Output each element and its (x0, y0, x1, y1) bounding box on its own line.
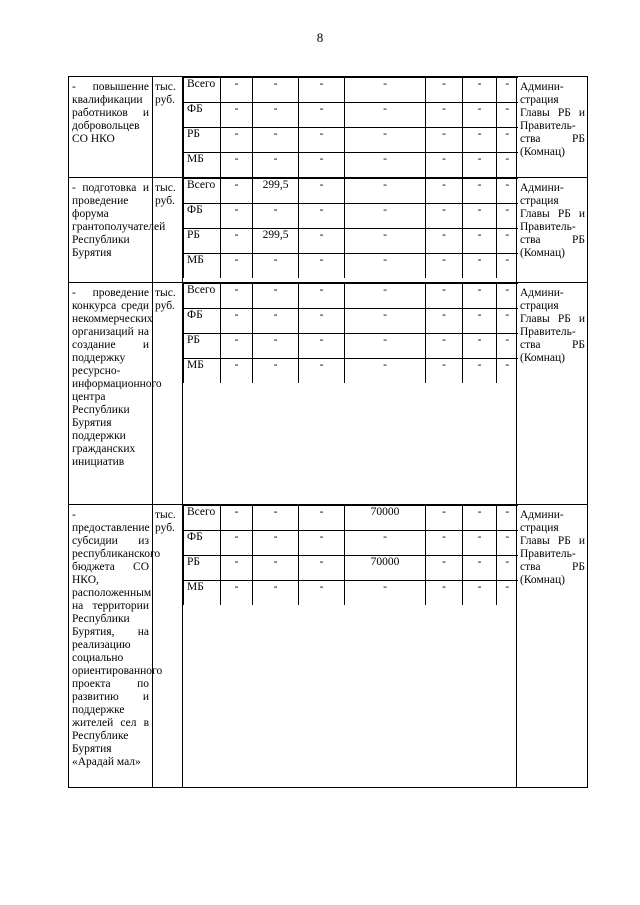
funding-level-label: МБ (184, 581, 221, 606)
funding-value: - (299, 153, 345, 178)
funding-value: - (497, 359, 518, 384)
executor-line: (Комнац) (520, 146, 565, 158)
funding-value: - (299, 78, 345, 103)
funding-value: - (253, 78, 299, 103)
funding-value: - (221, 153, 253, 178)
unit-cell: тыс. руб. (153, 283, 183, 505)
funding-value: - (221, 309, 253, 334)
funding-level-row (184, 204, 518, 229)
funding-value: - (497, 229, 518, 254)
funding-value: - (221, 334, 253, 359)
funding-level-row (184, 506, 518, 531)
executor-cell (517, 77, 588, 178)
activity-name: - повышение квалификации работников и добровольцев СО НКО (69, 77, 153, 178)
funding-value: - (497, 581, 518, 606)
funding-value: - (463, 153, 497, 178)
executor-cell (517, 178, 588, 283)
funding-value: - (426, 229, 463, 254)
funding-level-label: МБ (184, 254, 221, 279)
activity-name: - проведение конкурса среди некоммерческих организаций на создание и поддержку ресурсно-информационного центра Республики Бурятия поддержки гражданских инициатив (69, 283, 153, 505)
funding-value: - (463, 179, 497, 204)
funding-level-row (184, 153, 518, 178)
funding-value: - (299, 531, 345, 556)
funding-value: - (497, 78, 518, 103)
funding-value: - (299, 128, 345, 153)
funding-value: - (299, 284, 345, 309)
funding-value: - (426, 204, 463, 229)
unit-cell: тыс. руб. (153, 505, 183, 788)
funding-value: - (299, 334, 345, 359)
funding-value: - (299, 204, 345, 229)
funding-value: - (497, 128, 518, 153)
funding-value: - (299, 556, 345, 581)
funding-value: - (497, 254, 518, 279)
funding-value: - (299, 229, 345, 254)
funding-level-label: РБ (184, 556, 221, 581)
funding-level-row (184, 309, 518, 334)
funding-value: - (497, 179, 518, 204)
executor-line: Админи- (520, 287, 564, 299)
funding-value: - (221, 284, 253, 309)
funding-value: - (463, 531, 497, 556)
funding-level-label: ФБ (184, 309, 221, 334)
funding-level-label: ФБ (184, 531, 221, 556)
funding-value: - (426, 254, 463, 279)
executor-line: Админи- (520, 509, 564, 521)
executor-line: страция (520, 195, 559, 207)
funding-value: - (345, 153, 426, 178)
funding-value: 70000 (345, 556, 426, 581)
funding-value: - (299, 581, 345, 606)
funding-level-label: ФБ (184, 204, 221, 229)
funding-level-label: Всего (184, 78, 221, 103)
funding-value: - (497, 556, 518, 581)
funding-value: - (221, 531, 253, 556)
funding-value: - (463, 78, 497, 103)
funding-value: - (345, 359, 426, 384)
executor-line: (Комнац) (520, 352, 565, 364)
executor-line: (Комнац) (520, 247, 565, 259)
funding-value: - (299, 309, 345, 334)
funding-value: - (497, 204, 518, 229)
funding-value: - (221, 506, 253, 531)
funding-value: - (221, 204, 253, 229)
funding-value: - (426, 531, 463, 556)
table-row (69, 178, 588, 283)
funding-value: - (253, 359, 299, 384)
funding-level-row (184, 128, 518, 153)
executor-line: Главы РБ и (520, 107, 585, 119)
activity-name: - подготовка и проведение форума грантополучателей Республики Бурятия (69, 178, 153, 283)
table-row (69, 283, 588, 505)
funding-level-label: ФБ (184, 103, 221, 128)
funding-value: - (463, 254, 497, 279)
funding-value: - (221, 254, 253, 279)
funding-value: - (221, 229, 253, 254)
unit-cell: тыс. руб. (153, 178, 183, 283)
funding-value: - (497, 506, 518, 531)
funding-level-row (184, 334, 518, 359)
funding-value: - (299, 506, 345, 531)
funding-value: - (253, 581, 299, 606)
funding-grid (183, 505, 517, 788)
funding-value: - (497, 334, 518, 359)
funding-level-row (184, 229, 518, 254)
funding-value: - (497, 309, 518, 334)
funding-value: - (426, 359, 463, 384)
executor-line: ства РБ (520, 234, 585, 246)
funding-value: - (299, 254, 345, 279)
funding-value: - (426, 103, 463, 128)
executor-line: Главы РБ и (520, 208, 585, 220)
funding-level-label: Всего (184, 506, 221, 531)
funding-value: - (463, 309, 497, 334)
budget-table (68, 76, 588, 788)
funding-value: - (497, 103, 518, 128)
funding-value: - (221, 556, 253, 581)
funding-value: - (253, 153, 299, 178)
funding-grid (183, 178, 517, 283)
funding-value: - (253, 556, 299, 581)
funding-value: - (426, 556, 463, 581)
funding-value: - (497, 531, 518, 556)
funding-value: - (253, 128, 299, 153)
funding-value: - (253, 309, 299, 334)
funding-value: - (253, 254, 299, 279)
funding-value: - (345, 531, 426, 556)
funding-value: - (426, 506, 463, 531)
funding-value: - (345, 78, 426, 103)
executor-line: Главы РБ и (520, 535, 585, 547)
funding-value: - (463, 229, 497, 254)
funding-value: 70000 (345, 506, 426, 531)
executor-line: страция (520, 522, 559, 534)
funding-level-row (184, 78, 518, 103)
funding-value: - (426, 78, 463, 103)
unit-cell: тыс. руб. (153, 77, 183, 178)
funding-value: - (463, 359, 497, 384)
funding-value: - (253, 103, 299, 128)
funding-value: - (426, 309, 463, 334)
funding-value: - (345, 204, 426, 229)
executor-line: Админи- (520, 182, 564, 194)
executor-line: Правитель- (520, 221, 576, 233)
funding-value: - (426, 128, 463, 153)
funding-value: - (345, 229, 426, 254)
funding-value: - (299, 359, 345, 384)
funding-value: - (463, 581, 497, 606)
funding-grid (183, 283, 517, 505)
funding-value: - (497, 153, 518, 178)
executor-line: страция (520, 94, 559, 106)
funding-value: - (426, 179, 463, 204)
funding-value: - (221, 359, 253, 384)
funding-level-label: МБ (184, 153, 221, 178)
activity-name: - предоставление субсидии из республиканского бюджета СО НКО, расположенным на территории Республики Бурятия, на реализацию социально ориентированного проекта по развитию и поддержке жителей сел в Республике Бурятия «Арадай мал» (69, 505, 153, 788)
funding-level-row (184, 103, 518, 128)
funding-value: - (253, 531, 299, 556)
funding-value: - (253, 204, 299, 229)
funding-value: 299,5 (253, 179, 299, 204)
funding-value: - (299, 179, 345, 204)
funding-value: - (345, 334, 426, 359)
funding-level-row (184, 284, 518, 309)
executor-line: ства РБ (520, 133, 585, 145)
executor-line: (Комнац) (520, 574, 565, 586)
executor-line: Правитель- (520, 548, 576, 560)
funding-level-row (184, 254, 518, 279)
funding-value: - (345, 128, 426, 153)
funding-value: - (253, 506, 299, 531)
page-number: 8 (316, 30, 324, 45)
funding-value: - (221, 78, 253, 103)
funding-value: - (463, 204, 497, 229)
funding-value: - (221, 179, 253, 204)
funding-level-label: РБ (184, 128, 221, 153)
funding-value: - (497, 284, 518, 309)
funding-value: - (221, 128, 253, 153)
executor-line: Главы РБ и (520, 313, 585, 325)
funding-value: - (463, 103, 497, 128)
funding-value: - (463, 556, 497, 581)
funding-level-row (184, 556, 518, 581)
funding-value: - (345, 179, 426, 204)
funding-value: - (299, 103, 345, 128)
funding-value: - (253, 284, 299, 309)
funding-value: - (221, 581, 253, 606)
funding-level-label: РБ (184, 334, 221, 359)
table-row (69, 77, 588, 178)
executor-line: Правитель- (520, 120, 576, 132)
funding-value: - (426, 334, 463, 359)
table-row (69, 505, 588, 788)
funding-value: - (345, 254, 426, 279)
funding-value: - (463, 284, 497, 309)
executor-line: Правитель- (520, 326, 576, 338)
funding-level-row (184, 359, 518, 384)
funding-value: - (426, 153, 463, 178)
executor-line: ства РБ (520, 561, 585, 573)
funding-level-row (184, 179, 518, 204)
executor-line: Админи- (520, 81, 564, 93)
funding-value: - (345, 103, 426, 128)
executor-line: страция (520, 300, 559, 312)
funding-grid (183, 77, 517, 178)
funding-value: - (426, 581, 463, 606)
funding-level-label: МБ (184, 359, 221, 384)
funding-value: - (426, 284, 463, 309)
executor-cell (517, 283, 588, 505)
funding-level-label: Всего (184, 179, 221, 204)
funding-level-label: РБ (184, 229, 221, 254)
funding-level-label: Всего (184, 284, 221, 309)
funding-value: - (463, 128, 497, 153)
funding-value: - (345, 581, 426, 606)
funding-value: - (345, 309, 426, 334)
funding-value: - (345, 284, 426, 309)
funding-value: - (221, 103, 253, 128)
funding-value: - (463, 334, 497, 359)
funding-level-row (184, 581, 518, 606)
funding-value: - (463, 506, 497, 531)
executor-cell (517, 505, 588, 788)
funding-value: 299,5 (253, 229, 299, 254)
funding-value: - (253, 334, 299, 359)
funding-level-row (184, 531, 518, 556)
executor-line: ства РБ (520, 339, 585, 351)
